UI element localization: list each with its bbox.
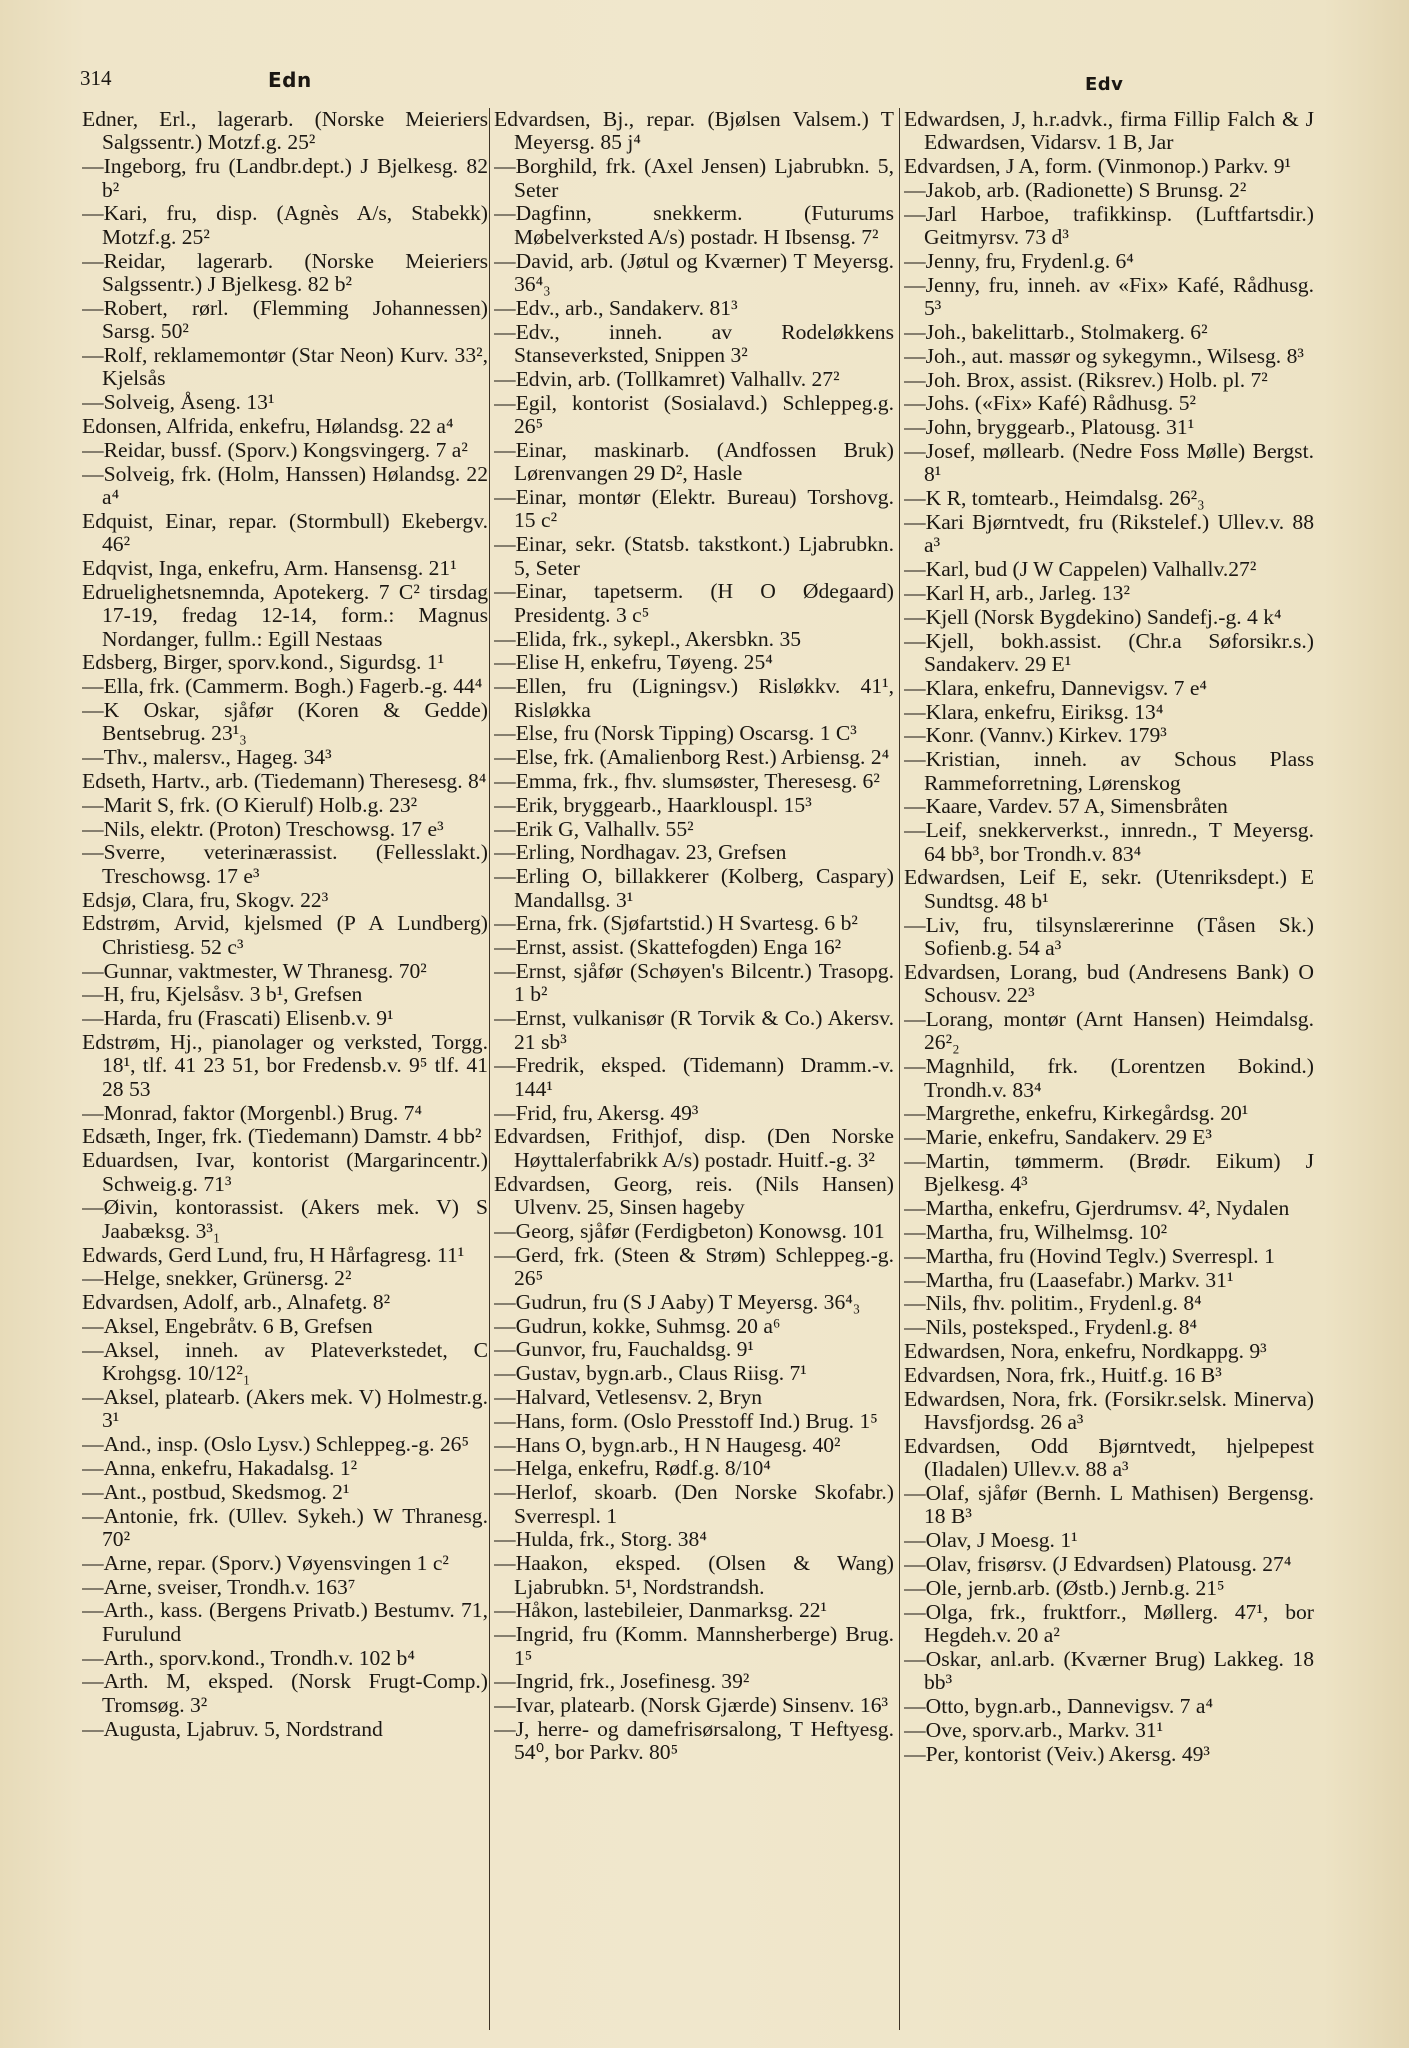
directory-entry: Edner, Erl., lagerarb. (Norske Meieriers Salgssentr.) Motzf.g. 25²	[82, 108, 488, 155]
directory-entry: —Marit S, frk. (O Kierulf) Holb.g. 23²	[82, 792, 418, 817]
directory-entry: —Arne, repar. (Sporv.) Vøyensvingen 1 c²	[82, 1550, 449, 1575]
directory-entry: —Anna, enkefru, Hakadalsg. 1²	[82, 1456, 358, 1480]
directory-entry: —K Oskar, sjåfør (Koren & Gedde) Bentsebrug. 23¹₃	[82, 698, 488, 746]
directory-entry: —Ole, jernb.arb. (Østb.) Jernb.g. 21⁵	[904, 1575, 1225, 1600]
directory-entry: —Joh., aut. massør og sykegymn., Wilsesg. 8³	[904, 343, 1304, 368]
directory-entry: Edvardsen, Nora, frk., Huitf.g. 16 B³	[904, 1362, 1222, 1387]
directory-entry: —Olav, frisørsv. (J Edvardsen) Platousg. 27⁴	[904, 1551, 1292, 1576]
directory-entry: —Ingrid, fru (Komm. Mannsherberge) Brug. 1⁵	[494, 1622, 894, 1670]
running-head-left: Edn	[268, 68, 312, 92]
directory-entry: —Gunvor, fru, Fauchaldsg. 9¹	[494, 1337, 754, 1362]
directory-entry: —Borghild, frk. (Axel Jensen) Ljabrubkn. 5, Seter	[494, 154, 894, 202]
directory-entry: —Hans, form. (Oslo Presstoff Ind.) Brug. 1⁵	[494, 1408, 878, 1433]
directory-entry: —Martha, fru (Hovind Teglv.) Sverrespl. 1	[904, 1243, 1275, 1268]
directory-entry: —Georg, sjåfør (Ferdigbeton) Konowsg. 101	[494, 1218, 885, 1243]
directory-entry: Edvardsen, Odd Bjørntvedt, hjelpepest (Iladalen) Ullev.v. 88 a³	[904, 1433, 1314, 1482]
directory-entry: —Elida, frk., sykepl., Akersbkn. 35	[494, 626, 802, 651]
directory-entry: —Oskar, anl.arb. (Kværner Brug) Lakkeg. 18 bb³	[904, 1646, 1314, 1695]
directory-entry: —Nils, elektr. (Proton) Treschowsg. 17 e³	[82, 816, 444, 841]
directory-entry: —Edv., arb., Sandakerv. 81³	[494, 295, 738, 320]
directory-entry: —Halvard, Vetlesensv. 2, Bryn	[494, 1385, 763, 1409]
directory-entry: —Augusta, Ljabruv. 5, Nordstrand	[82, 1716, 383, 1741]
directory-entry: —Antonie, frk. (Ullev. Sykeh.) W Thranesg. 70²	[82, 1503, 488, 1551]
directory-entry: —Emma, frk., fhv. slumsøster, Theresesg. 6²	[494, 769, 880, 794]
directory-entry: —Martha, fru, Wilhelmsg. 10²	[904, 1219, 1168, 1244]
directory-entry: —Einar, maskinarb. (Andfossen Bruk) Lørenvangen 29 D², Hasle	[494, 437, 894, 486]
directory-entry: —David, arb. (Jøtul og Kværner) T Meyersg. 36⁴₃	[494, 248, 894, 297]
directory-entry: —Karl H, arb., Jarleg. 13²	[904, 580, 1130, 605]
directory-entry: —Aksel, Engebråtv. 6 B, Grefsen	[82, 1314, 373, 1338]
directory-entry: —Kaare, Vardev. 57 A, Simensbråten	[904, 794, 1228, 819]
directory-entry: —Ernst, vulkanisør (R Torvik & Co.) Akersv. 21 sb³	[494, 1006, 894, 1054]
directory-entry: —Aksel, platearb. (Akers mek. V) Holmestr.g. 3¹	[82, 1385, 488, 1433]
directory-entry: —And., insp. (Oslo Lysv.) Schleppeg.-g. 26⁵	[82, 1432, 469, 1457]
directory-entry: —Dagfinn, snekkerm. (Futurums Møbelverksted A/s) postadr. H Ibsensg. 7²	[494, 201, 894, 249]
directory-entry: —Rolf, reklamemontør (Star Neon) Kurv. 33², Kjelsås	[82, 343, 488, 391]
directory-entry: —Arth. M, eksped. (Norsk Frugt-Comp.) Tromsøg. 3²	[82, 1669, 488, 1717]
directory-entry: —Olaf, sjåfør (Bernh. L Mathisen) Bergensg. 18 B³	[904, 1480, 1314, 1529]
directory-entry: —Kjell (Norsk Bygdekino) Sandefj.-g. 4 k⁴	[904, 604, 1282, 629]
directory-entry: —Thv., malersv., Hageg. 34³	[82, 745, 332, 770]
directory-entry: —Elise H, enkefru, Tøyeng. 25⁴	[494, 650, 773, 675]
directory-entry: —Ant., postbud, Skedsmog. 2¹	[82, 1479, 350, 1504]
directory-entry: —Gudrun, kokke, Suhmsg. 20 a⁶	[494, 1313, 781, 1338]
directory-entry: —Haakon, eksped. (Olsen & Wang) Ljabrubkn. 5¹, Nordstrandsh.	[494, 1551, 894, 1599]
directory-entry: —Otto, bygn.arb., Dannevigsv. 7 a⁴	[904, 1693, 1213, 1718]
page-number: 314	[80, 66, 112, 90]
directory-entry: —Einar, sekr. (Statsb. takstkont.) Ljabrubkn. 5, Seter	[494, 532, 894, 580]
directory-entry: —Kristian, inneh. av Schous Plass Rammeforretning, Lørenskog	[904, 747, 1314, 795]
directory-entry: —Sverre, veterinærassist. (Fellesslakt.) Treschowsg. 17 e³	[82, 840, 488, 888]
directory-entry: —Erling O, billakkerer (Kolberg, Caspary) Mandallsg. 3¹	[494, 864, 894, 912]
directory-entry: —Solveig, frk. (Holm, Hanssen) Hølandsg. 22 a⁴	[82, 461, 488, 510]
column-divider	[489, 108, 490, 2030]
directory-entry: Edruelighetsnemnda, Apotekerg. 7 C² tirsdag 17-19, fredag 12-14, form.: Magnus Nordanger, fullm.: Egill Nestaas	[82, 579, 488, 651]
directory-entry: —Harda, fru (Frascati) Elisenb.v. 9¹	[82, 1006, 394, 1031]
directory-entry: Edwardsen, Leif E, sekr. (Utenriksdept.) E Sundtsg. 48 b¹	[904, 865, 1314, 913]
directory-entry: —Per, kontorist (Veiv.) Akersg. 49³	[904, 1741, 1210, 1766]
directory-entry: —Ove, sporv.arb., Markv. 31¹	[904, 1717, 1164, 1742]
directory-entry: —Gustav, bygn.arb., Claus Riisg. 7¹	[494, 1361, 807, 1386]
directory-entry: —Erna, frk. (Sjøfartstid.) H Svartesg. 6 b²	[494, 911, 858, 936]
directory-entry: —Kjell, bokh.assist. (Chr.a Søforsikr.s.) Sandakerv. 29 E¹	[904, 628, 1314, 676]
directory-entry: —Gunnar, vaktmester, W Thranesg. 70²	[82, 958, 427, 983]
directory-entry: —Øivin, kontorassist. (Akers mek. V) S Jaabæksg. 3³₁	[82, 1195, 488, 1243]
directory-entry: —Marie, enkefru, Sandakerv. 29 E³	[904, 1125, 1212, 1150]
directory-entry: —Kari Bjørntvedt, fru (Rikstelef.) Ullev.v. 88 a³	[904, 509, 1314, 558]
directory-entry: —Martha, fru (Laasefabr.) Markv. 31¹	[904, 1267, 1234, 1292]
directory-entry: —Jenny, fru, Frydenl.g. 6⁴	[904, 249, 1134, 273]
directory-entry: —Hans O, bygn.arb., H N Haugesg. 40²	[494, 1432, 841, 1457]
directory-entry: —Herlof, skoarb. (Den Norske Skofabr.) Sverrespl. 1	[494, 1480, 894, 1528]
directory-entry: —Solveig, Åseng. 13¹	[82, 390, 275, 415]
directory-entry: Edstrøm, Arvid, kjelsmed (P A Lundberg) Christiesg. 52 c³	[82, 911, 488, 959]
directory-entry: —Ernst, assist. (Skattefogden) Enga 16²	[494, 935, 842, 960]
directory-column-1	[82, 108, 488, 2030]
directory-entry: —Reidar, lagerarb. (Norske Meieriers Salgssentr.) J Bjelkesg. 82 b²	[82, 248, 488, 297]
directory-entry: Edvardsen, Lorang, bud (Andresens Bank) O Schousv. 22³	[904, 959, 1314, 1008]
directory-entry: Edvardsen, J A, form. (Vinmonop.) Parkv. 9¹	[904, 154, 1292, 179]
directory-entry: Edwardsen, Nora, enkefru, Nordkappg. 9³	[904, 1338, 1267, 1363]
directory-entry: —Karl, bud (J W Cappelen) Valhallv.27²	[904, 557, 1257, 582]
directory-entry: —Margrethe, enkefru, Kirkegårdsg. 20¹	[904, 1101, 1249, 1126]
directory-entry: —Einar, montør (Elektr. Bureau) Torshovg. 15 c²	[494, 485, 894, 533]
directory-entry: —Ingrid, frk., Josefinesg. 39²	[494, 1669, 750, 1694]
directory-entry: —Josef, møllearb. (Nedre Foss Mølle) Bergst. 8¹	[904, 438, 1314, 487]
directory-entry: —Liv, fru, tilsynslærerinne (Tåsen Sk.) Sofienb.g. 54 a³	[904, 912, 1314, 960]
directory-entry: —Jenny, fru, inneh. av «Fix» Kafé, Rådhusg. 5³	[904, 272, 1314, 321]
directory-entry: —Ellen, fru (Ligningsv.) Risløkkv. 41¹, Risløkka	[494, 674, 894, 722]
directory-entry: Edwards, Gerd Lund, fru, H Hårfagresg. 11¹	[82, 1242, 465, 1267]
directory-entry: —Olav, J Moesg. 1¹	[904, 1528, 1078, 1553]
directory-entry: —Kari, fru, disp. (Agnès A/s, Stabekk) Motzf.g. 25²	[82, 201, 488, 249]
directory-entry: —Arth., sporv.kond., Trondh.v. 102 b⁴	[82, 1645, 415, 1670]
directory-entry: —Erik, bryggearb., Haarklouspl. 15³	[494, 792, 812, 817]
directory-entry: Edseth, Hartv., arb. (Tiedemann) Theresesg. 8⁴	[82, 769, 487, 794]
directory-entry: Edstrøm, Hj., pianolager og verksted, Torgg. 18¹, tlf. 41 23 51, bor Fredensb.v. 9⁵ tlf. 41 28 53	[82, 1030, 488, 1101]
directory-entry: —Konr. (Vannv.) Kirkev. 179³	[904, 723, 1167, 748]
page-header	[0, 64, 1409, 104]
directory-entry: —Hulda, frk., Storg. 38⁴	[494, 1527, 707, 1552]
directory-entry: —Joh., bakelittarb., Stolmakerg. 6²	[904, 320, 1208, 344]
directory-entry: Eduardsen, Ivar, kontorist (Margarincentr.) Schweig.g. 71³	[82, 1148, 488, 1196]
directory-column-3	[904, 108, 1314, 2030]
directory-entry: —John, bryggearb., Platousg. 31¹	[904, 415, 1195, 440]
directory-entry: —Monrad, faktor (Morgenbl.) Brug. 7⁴	[82, 1100, 422, 1125]
directory-entry: Edwardsen, Nora, frk. (Forsikr.selsk. Minerva) Havsfjordsg. 26 a³	[904, 1386, 1314, 1434]
directory-entry: —Einar, tapetserm. (H O Ødegaard) Presidentg. 3 c⁵	[494, 579, 894, 627]
directory-entry: —Erik G, Valhallv. 55²	[494, 816, 694, 841]
directory-entry: —Frid, fru, Akersg. 49³	[494, 1100, 699, 1125]
directory-entry: —Arne, sveiser, Trondh.v. 163⁷	[82, 1574, 356, 1599]
directory-entry: —Gerd, frk. (Steen & Strøm) Schleppeg.-g. 26⁵	[494, 1242, 894, 1291]
directory-entry: —Jarl Harboe, trafikkinsp. (Luftfartsdir.) Geitmyrsv. 73 d³	[904, 201, 1314, 250]
directory-entry: —Egil, kontorist (Sosialavd.) Schleppeg.g. 26⁵	[494, 390, 894, 439]
directory-entry: —Robert, rørl. (Flemming Johannessen) Sarsg. 50²	[82, 295, 488, 344]
directory-entry: —Helga, enkefru, Rødf.g. 8/10⁴	[494, 1456, 771, 1481]
directory-entry: —Erling, Nordhagav. 23, Grefsen	[494, 840, 787, 865]
directory-entry: Edsberg, Birger, sporv.kond., Sigurdsg. 1¹	[82, 650, 445, 675]
directory-entry: —Magnhild, frk. (Lorentzen Bokind.) Trondh.v. 83⁴	[904, 1054, 1314, 1102]
directory-entry: —Ernst, sjåfør (Schøyen's Bilcentr.) Trasopg. 1 b²	[494, 959, 894, 1007]
directory-entry: —Ella, frk. (Cammerm. Bogh.) Fagerb.-g. 44⁴	[82, 674, 483, 699]
directory-entry: Edquist, Einar, repar. (Stormbull) Ekebergv. 46²	[82, 508, 488, 557]
directory-entry: —Jakob, arb. (Radionette) S Brunsg. 2²	[904, 178, 1247, 202]
directory-entry: —Klara, enkefru, Dannevigsv. 7 e⁴	[904, 675, 1207, 700]
directory-entry: —Reidar, bussf. (Sporv.) Kongsvingerg. 7 a²	[82, 437, 468, 462]
directory-entry: —Aksel, inneh. av Plateverkstedet, C Krohgsg. 10/12²₁	[82, 1337, 488, 1386]
directory-entry: —K R, tomtearb., Heimdalsg. 26²₃	[904, 486, 1205, 511]
directory-entry: Edvardsen, Georg, reis. (Nils Hansen) Ulvenv. 25, Sinsen hageby	[494, 1171, 894, 1220]
directory-entry: —Johs. («Fix» Kafé) Rådhusg. 5²	[904, 391, 1196, 416]
column-divider	[899, 108, 900, 2030]
directory-entry: Edvardsen, Frithjof, disp. (Den Norske Høyttalerfabrikk A/s) postadr. Huitf.-g. 3²	[494, 1124, 894, 1172]
directory-entry: —Lorang, montør (Arnt Hansen) Heimdalsg. 26²₂	[904, 1006, 1314, 1055]
directory-entry: —J, herre- og damefrisørsalong, T Heftyesg. 54⁰, bor Parkv. 80⁵	[494, 1716, 894, 1765]
directory-entry: Edonsen, Alfrida, enkefru, Hølandsg. 22 a⁴	[82, 414, 454, 439]
directory-entry: —Klara, enkefru, Eiriksg. 13⁴	[904, 699, 1164, 724]
directory-entry: —Ivar, platearb. (Norsk Gjærde) Sinsenv. 16³	[494, 1693, 889, 1718]
directory-entry: Edvardsen, Bj., repar. (Bjølsen Valsem.) T Meyersg. 85 j⁴	[494, 108, 894, 155]
directory-entry: —Edv., inneh. av Rodeløkkens Stanseverksted, Snippen 3²	[494, 319, 894, 368]
directory-entry: —Olga, frk., fruktforr., Møllerg. 47¹, bor Hegdeh.v. 20 a²	[904, 1599, 1314, 1647]
directory-entry: Edqvist, Inga, enkefru, Arm. Hansensg. 21¹	[82, 556, 457, 581]
directory-entry: Edwardsen, J, h.r.advk., firma Fillip Falch & J Edwardsen, Vidarsv. 1 B, Jar	[904, 108, 1314, 155]
directory-entry: —Arth., kass. (Bergens Privatb.) Bestumv. 71, Furulund	[82, 1598, 488, 1646]
directory-entry: —Else, frk. (Amalienborg Rest.) Arbiensg. 2⁴	[494, 745, 890, 770]
directory-entry: Edvardsen, Adolf, arb., Alnafetg. 8²	[82, 1290, 391, 1315]
directory-entry: —Martin, tømmerm. (Brødr. Eikum) J Bjelkesg. 4³	[904, 1148, 1314, 1197]
directory-entry: —Nils, fhv. politim., Frydenl.g. 8⁴	[904, 1291, 1202, 1316]
directory-entry: Edsæth, Inger, frk. (Tiedemann) Damstr. 4 bb²	[82, 1124, 482, 1149]
directory-entry: —Gudrun, fru (S J Aaby) T Meyersg. 36⁴₃	[494, 1289, 861, 1314]
directory-entry: —Martha, enkefru, Gjerdrumsv. 4², Nydalen	[904, 1196, 1290, 1221]
directory-entry: —Helge, snekker, Grünersg. 2²	[82, 1266, 352, 1291]
directory-entry: —Leif, snekkerverkst., innredn., T Meyersg. 64 bb³, bor Trondh.v. 83⁴	[904, 818, 1314, 866]
directory-entry: —Edvin, arb. (Tollkamret) Valhallv. 27²	[494, 366, 840, 391]
directory-entry: —H, fru, Kjelsåsv. 3 b¹, Grefsen	[82, 982, 363, 1007]
directory-entry: —Else, fru (Norsk Tipping) Oscarsg. 1 C³	[494, 721, 857, 746]
directory-column-2	[494, 108, 894, 2030]
directory-entry: Edsjø, Clara, fru, Skogv. 22³	[82, 887, 329, 912]
directory-entry: —Ingeborg, fru (Landbr.dept.) J Bjelkesg. 82 b²	[82, 154, 488, 202]
directory-entry: —Håkon, lastebileier, Danmarksg. 22¹	[494, 1598, 828, 1623]
directory-entry: —Joh. Brox, assist. (Riksrev.) Holb. pl. 7²	[904, 367, 1268, 392]
running-head-right: Edv	[1085, 74, 1124, 95]
directory-entry: —Nils, posteksped., Frydenl.g. 8⁴	[904, 1315, 1198, 1340]
directory-entry: —Fredrik, eksped. (Tidemann) Dramm.-v. 144¹	[494, 1053, 894, 1101]
